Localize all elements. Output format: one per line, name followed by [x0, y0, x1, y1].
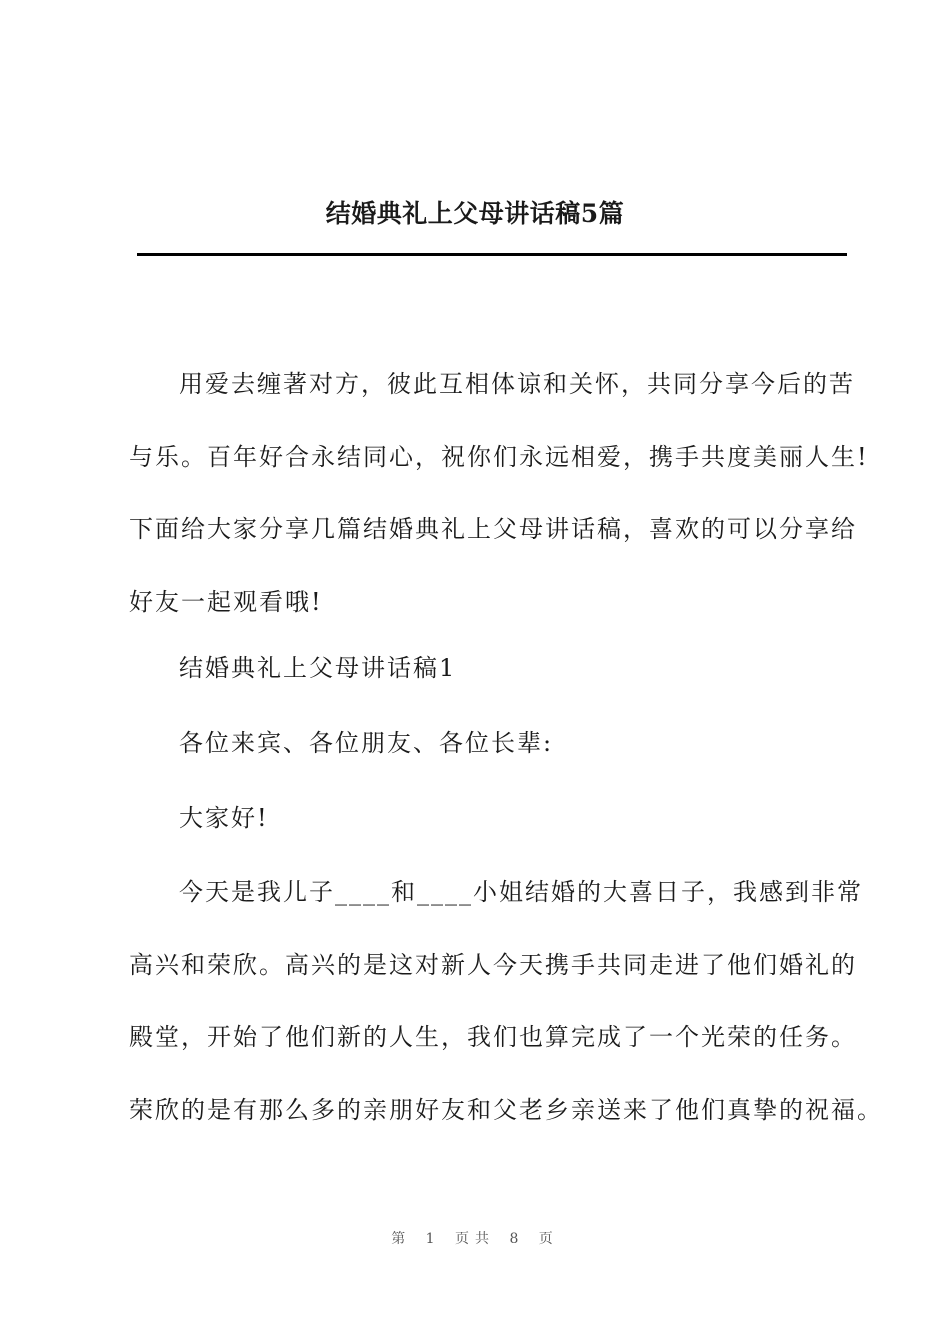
intro-line: 下面给大家分享几篇结婚典礼上父母讲话稿，喜欢的可以分享给: [129, 515, 857, 543]
intro-line: 与乐。百年好合永结同心，祝你们永远相爱，携手共度美丽人生!: [129, 442, 869, 471]
body-line: 荣欣的是有那么多的亲朋好友和父老乡亲送来了他们真挚的祝福。: [129, 1095, 883, 1124]
greeting: 大家好!: [179, 804, 269, 832]
section-heading: 结婚典礼上父母讲话稿1: [179, 654, 457, 682]
intro-line: 用爱去缠著对方，彼此互相体谅和关怀，共同分享今后的苦: [179, 370, 855, 398]
body-line: 高兴和荣欣。高兴的是这对新人今天携手共同走进了他们婚礼的: [129, 950, 857, 979]
body-line: 今天是我儿子____和____小姐结婚的大喜日子，我感到非常: [179, 878, 863, 906]
body-line: 殿堂，开始了他们新的人生，我们也算完成了一个光荣的任务。: [129, 1023, 857, 1051]
intro-paragraph: [129, 348, 869, 638]
title-underline: [137, 253, 847, 256]
body-paragraph: [129, 856, 883, 1146]
page-footer: 第 1 页共 8 页: [391, 1231, 559, 1247]
intro-line: 好友一起观看哦!: [129, 587, 323, 616]
salutation: 各位来宾、各位朋友、各位长辈:: [179, 729, 554, 757]
document-title: 结婚典礼上父母讲话稿5篇: [325, 199, 625, 228]
